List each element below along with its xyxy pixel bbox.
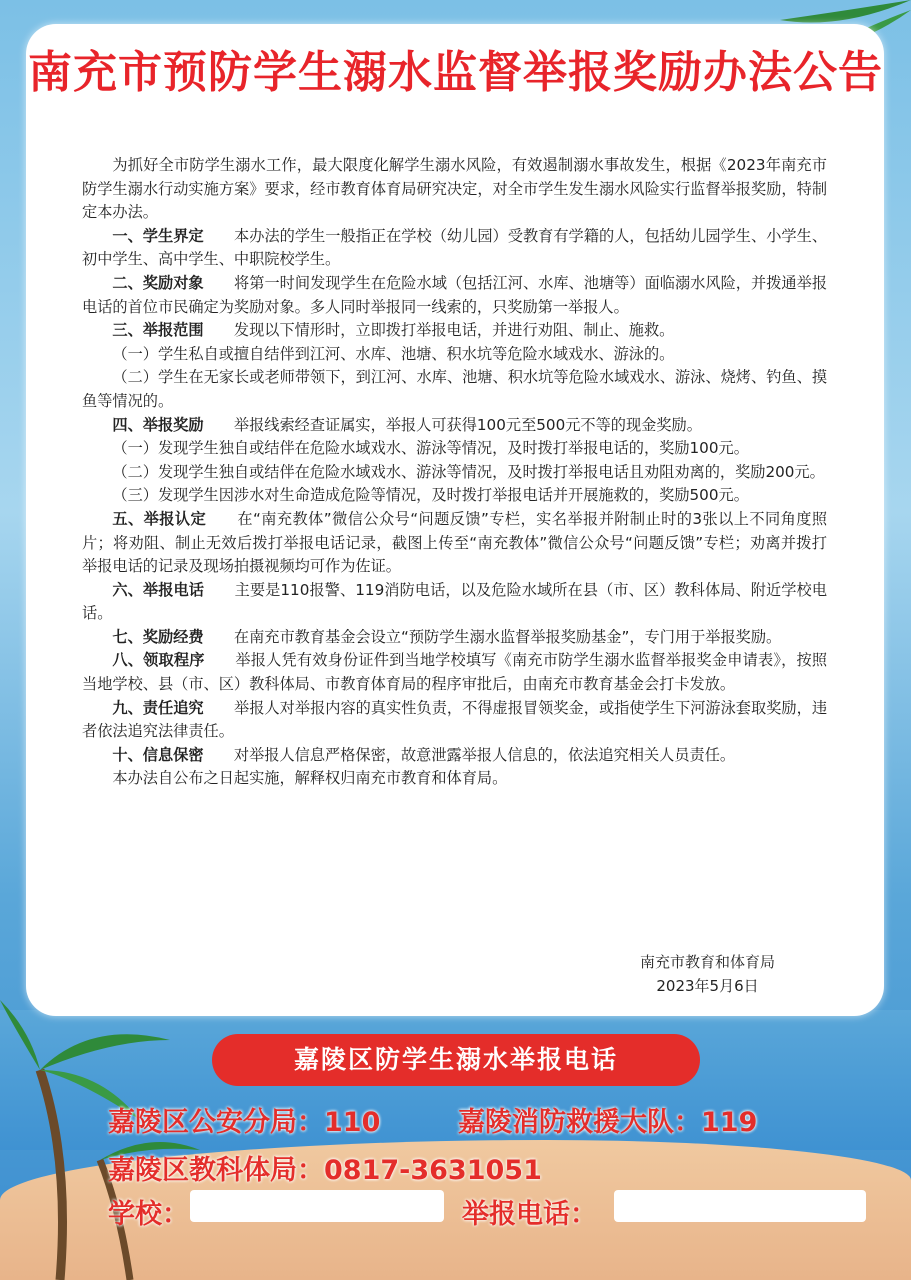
- section-heading: 三、举报范围: [112, 321, 204, 340]
- section-heading: 七、奖励经费: [112, 627, 204, 646]
- notice-paragraph: [82, 697, 827, 744]
- paragraph-text: （三）发现学生因涉水对生命造成危险等情况，及时拨打举报电话并开展施救的，奖励500元。: [112, 486, 749, 505]
- paragraph-text: 举报人对举报内容的真实性负责，不得虚报冒领奖金，或指使学生下河游泳套取奖励，违者依法追究法律责任。: [82, 698, 828, 741]
- notice-paragraph: [82, 225, 827, 272]
- notice-paragraph: [82, 319, 827, 343]
- notice-paragraph: [82, 414, 827, 438]
- school-label: 学校：: [108, 1199, 189, 1230]
- section-heading: 五、举报认定: [112, 509, 207, 528]
- notice-paragraph: [82, 154, 827, 225]
- notice-paragraph: [82, 437, 827, 461]
- notice-paragraph: [82, 272, 827, 319]
- notice-paragraph: [82, 579, 827, 626]
- school-blank-field: [190, 1190, 444, 1222]
- paragraph-text: 主要是110报警、119消防电话，以及危险水域所在县（市、区）教科体局、附近学校电话。: [82, 580, 828, 623]
- signature-block: [640, 950, 775, 998]
- notice-paragraph: [82, 626, 827, 650]
- hotline-banner: 嘉陵区防学生溺水举报电话: [212, 1034, 700, 1086]
- paragraph-text: 将第一时间发现学生在危险水域（包括江河、水库、池塘等）面临溺水风险，并拨通举报电话的首位市民确定为奖励对象。多人同时举报同一线索的，只奖励第一举报人。: [82, 273, 828, 316]
- notice-body: [82, 154, 827, 791]
- section-heading: 六、举报电话: [112, 580, 205, 599]
- section-heading: 九、责任追究: [112, 698, 204, 717]
- notice-paragraph: [82, 484, 827, 508]
- paragraph-text: （二）学生在无家长或老师带领下，到江河、水库、池塘、积水坑等危险水域戏水、游泳、烧烤、钓鱼、摸鱼等情况的。: [82, 368, 827, 410]
- report-phone-label: 举报电话：: [462, 1199, 597, 1230]
- hotline-education: 嘉陵区教科体局：0817-3631051: [108, 1155, 542, 1186]
- notice-paragraph: [82, 767, 827, 791]
- paragraph-text: 举报人凭有效身份证件到当地学校填写《南充市防学生溺水监督举报奖金申请表》，按照当地学校、县（市、区）教科体局、市教育体育局的程序审批后，由南充市教育基金会打卡发放。: [82, 651, 828, 694]
- paragraph-text: （一）学生私自或擅自结伴到江河、水库、池塘、积水坑等危险水域戏水、游泳的。: [112, 344, 675, 363]
- notice-paragraph: [82, 461, 827, 485]
- paragraph-text: 发现以下情形时，立即拨打举报电话，并进行劝阻、制止、施救。: [233, 321, 675, 340]
- section-heading: 四、举报奖励: [112, 415, 204, 434]
- page-title: 南充市预防学生溺水监督举报奖励办法公告: [28, 47, 883, 98]
- notice-paragraph: [82, 508, 827, 579]
- paragraph-text: 为抓好全市防学生溺水工作，最大限度化解学生溺水风险，有效遏制溺水事故发生，根据《2023年南充市防学生溺水行动实施方案》要求，经市教育体育局研究决定，对全市学生发生溺水风险实行监督举报奖励，特制定本办法。: [82, 156, 827, 222]
- notice-paragraph: [82, 343, 827, 367]
- section-heading: 二、奖励对象: [112, 273, 204, 292]
- notice-paragraph: [82, 744, 827, 768]
- paragraph-text: 本办法的学生一般指正在学校（幼儿园）受教育有学籍的人，包括幼儿园学生、小学生、初中学生、高中学生、中职院校学生。: [82, 226, 828, 269]
- hotline-police: 嘉陵区公安分局：110: [108, 1107, 381, 1138]
- notice-paragraph: [82, 366, 827, 413]
- report-phone-blank-field: [614, 1190, 866, 1222]
- signature-org: 南充市教育和体育局: [640, 953, 776, 971]
- signature-date: 2023年5月6日: [656, 977, 759, 995]
- section-heading: 十、信息保密: [112, 745, 204, 764]
- paragraph-text: 本办法自公布之日起实施，解释权归南充市教育和体育局。: [112, 769, 508, 788]
- section-heading: 八、领取程序: [112, 651, 205, 670]
- paragraph-text: （一）发现学生独自或结伴在危险水域戏水、游泳等情况，及时拨打举报电话的，奖励100元。: [112, 439, 749, 458]
- notice-paragraph: [82, 649, 827, 696]
- paragraph-text: （二）发现学生独自或结伴在危险水域戏水、游泳等情况，及时拨打举报电话且劝阻劝离的，奖励200元。: [112, 462, 825, 481]
- hotline-fire: 嘉陵消防救援大队：119: [458, 1107, 758, 1138]
- section-heading: 一、学生界定: [112, 226, 204, 245]
- paragraph-text: 在“南充教体”微信公众号“问题反馈”专栏，实名举报并附制止时的3张以上不同角度照片；将劝阻、制止无效后拨打举报电话记录，截图上传至“南充教体”微信公众号“问题反馈”专栏；劝离并拨打举报电话的记录及现场拍摄视频均可作为佐证。: [82, 509, 828, 576]
- paragraph-text: 对举报人信息严格保密，故意泄露举报人信息的，依法追究相关人员责任。: [233, 745, 736, 764]
- paragraph-text: 举报线索经查证属实，举报人可获得100元至500元不等的现金奖励。: [233, 415, 702, 434]
- paragraph-text: 在南充市教育基金会设立“预防学生溺水监督举报奖励基金”，专门用于举报奖励。: [233, 627, 782, 646]
